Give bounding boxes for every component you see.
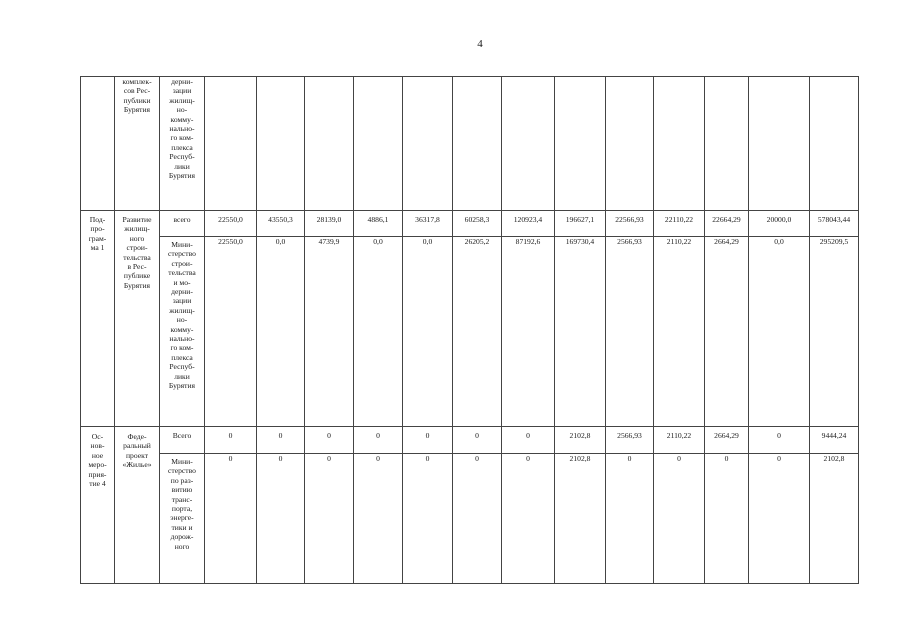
value-cell: 0 (705, 454, 749, 584)
value-cell: 0 (403, 427, 453, 454)
value-cell: 22566,93 (606, 211, 654, 237)
total-cell: 2102,8 (810, 454, 859, 584)
value-cell: 0,0 (257, 237, 305, 427)
page-number: 4 (477, 38, 483, 50)
value-cell: 2664,29 (705, 427, 749, 454)
value-cell (453, 77, 502, 211)
value-cell: 2110,22 (654, 427, 705, 454)
value-cell: 0 (205, 454, 257, 584)
value-cell (205, 77, 257, 211)
value-cell: 60258,3 (453, 211, 502, 237)
value-cell: 0,0 (354, 237, 403, 427)
value-cell: 43550,3 (257, 211, 305, 237)
value-cell: 0 (502, 454, 555, 584)
value-cell: 0 (453, 427, 502, 454)
executor-cell: Всего (160, 427, 205, 454)
value-cell: 0 (502, 427, 555, 454)
value-cell (654, 77, 705, 211)
executor-cell: всего (160, 211, 205, 237)
value-cell: 0 (654, 454, 705, 584)
value-cell: 0 (257, 454, 305, 584)
value-cell: 22550,0 (205, 237, 257, 427)
value-cell (403, 77, 453, 211)
value-cell: 0,0 (403, 237, 453, 427)
executor-cell: дерни- зации жилищ- но- комму- нально- го ком- плекса Респуб- лики Бурятия (160, 77, 205, 211)
value-cell: 2102,8 (555, 454, 606, 584)
subprogram-ministry-row (81, 237, 859, 427)
value-cell (502, 77, 555, 211)
value-cell: 2110,22 (654, 237, 705, 427)
value-cell: 0 (606, 454, 654, 584)
value-cell: 4886,1 (354, 211, 403, 237)
subprogram-total-row (81, 211, 859, 237)
value-cell: 2566,93 (606, 427, 654, 454)
value-cell: 0 (305, 454, 354, 584)
value-cell: 22664,29 (705, 211, 749, 237)
value-cell: 87192,6 (502, 237, 555, 427)
value-cell: 0 (305, 427, 354, 454)
total-cell (810, 77, 859, 211)
program-name-cell: комплек- сов Рес- публики Бурятия (115, 77, 160, 211)
value-cell: 22550,0 (205, 211, 257, 237)
value-cell: 4739,9 (305, 237, 354, 427)
value-cell (305, 77, 354, 211)
value-cell: 196627,1 (555, 211, 606, 237)
value-cell (705, 77, 749, 211)
value-cell (749, 77, 810, 211)
value-cell: 0 (205, 427, 257, 454)
label-cell (81, 77, 115, 211)
value-cell: 0 (257, 427, 305, 454)
total-cell: 295209,5 (810, 237, 859, 427)
continuation-row (81, 77, 859, 211)
subprogram-name-cell: Развитие жилищ- ного строи- тельства в Рес- публике Бурятия (115, 211, 160, 427)
value-cell: 0 (749, 454, 810, 584)
value-cell: 169730,4 (555, 237, 606, 427)
value-cell: 20000,0 (749, 211, 810, 237)
total-cell: 9444,24 (810, 427, 859, 454)
value-cell (606, 77, 654, 211)
value-cell: 26205,2 (453, 237, 502, 427)
value-cell: 0 (453, 454, 502, 584)
event-label-cell: Ос- нов- ное меро- прия- тие 4 (81, 427, 115, 584)
value-cell: 0 (403, 454, 453, 584)
executor-cell: Мини- стерство по раз- витию транс- порта, энерге- тики и дорож- ного (160, 454, 205, 584)
value-cell: 2566,93 (606, 237, 654, 427)
executor-cell: Мини- стерство строи- тельства и мо- дерни- зации жилищ- но- комму- нально- го ком- плекса Респуб- лики Бурятия (160, 237, 205, 427)
value-cell (257, 77, 305, 211)
value-cell: 22110,22 (654, 211, 705, 237)
value-cell: 2664,29 (705, 237, 749, 427)
value-cell: 0,0 (749, 237, 810, 427)
subprogram-label-cell: Под- про- грам- ма 1 (81, 211, 115, 427)
value-cell: 0 (749, 427, 810, 454)
value-cell: 36317,8 (403, 211, 453, 237)
value-cell: 0 (354, 427, 403, 454)
value-cell: 0 (354, 454, 403, 584)
total-cell: 578043,44 (810, 211, 859, 237)
event-name-cell: Феде- ральный проект «Жилье» (115, 427, 160, 584)
value-cell (555, 77, 606, 211)
value-cell: 2102,8 (555, 427, 606, 454)
value-cell: 120923,4 (502, 211, 555, 237)
event-ministry-row (81, 454, 859, 584)
budget-table (80, 76, 859, 584)
value-cell: 28139,0 (305, 211, 354, 237)
event-total-row (81, 427, 859, 454)
value-cell (354, 77, 403, 211)
